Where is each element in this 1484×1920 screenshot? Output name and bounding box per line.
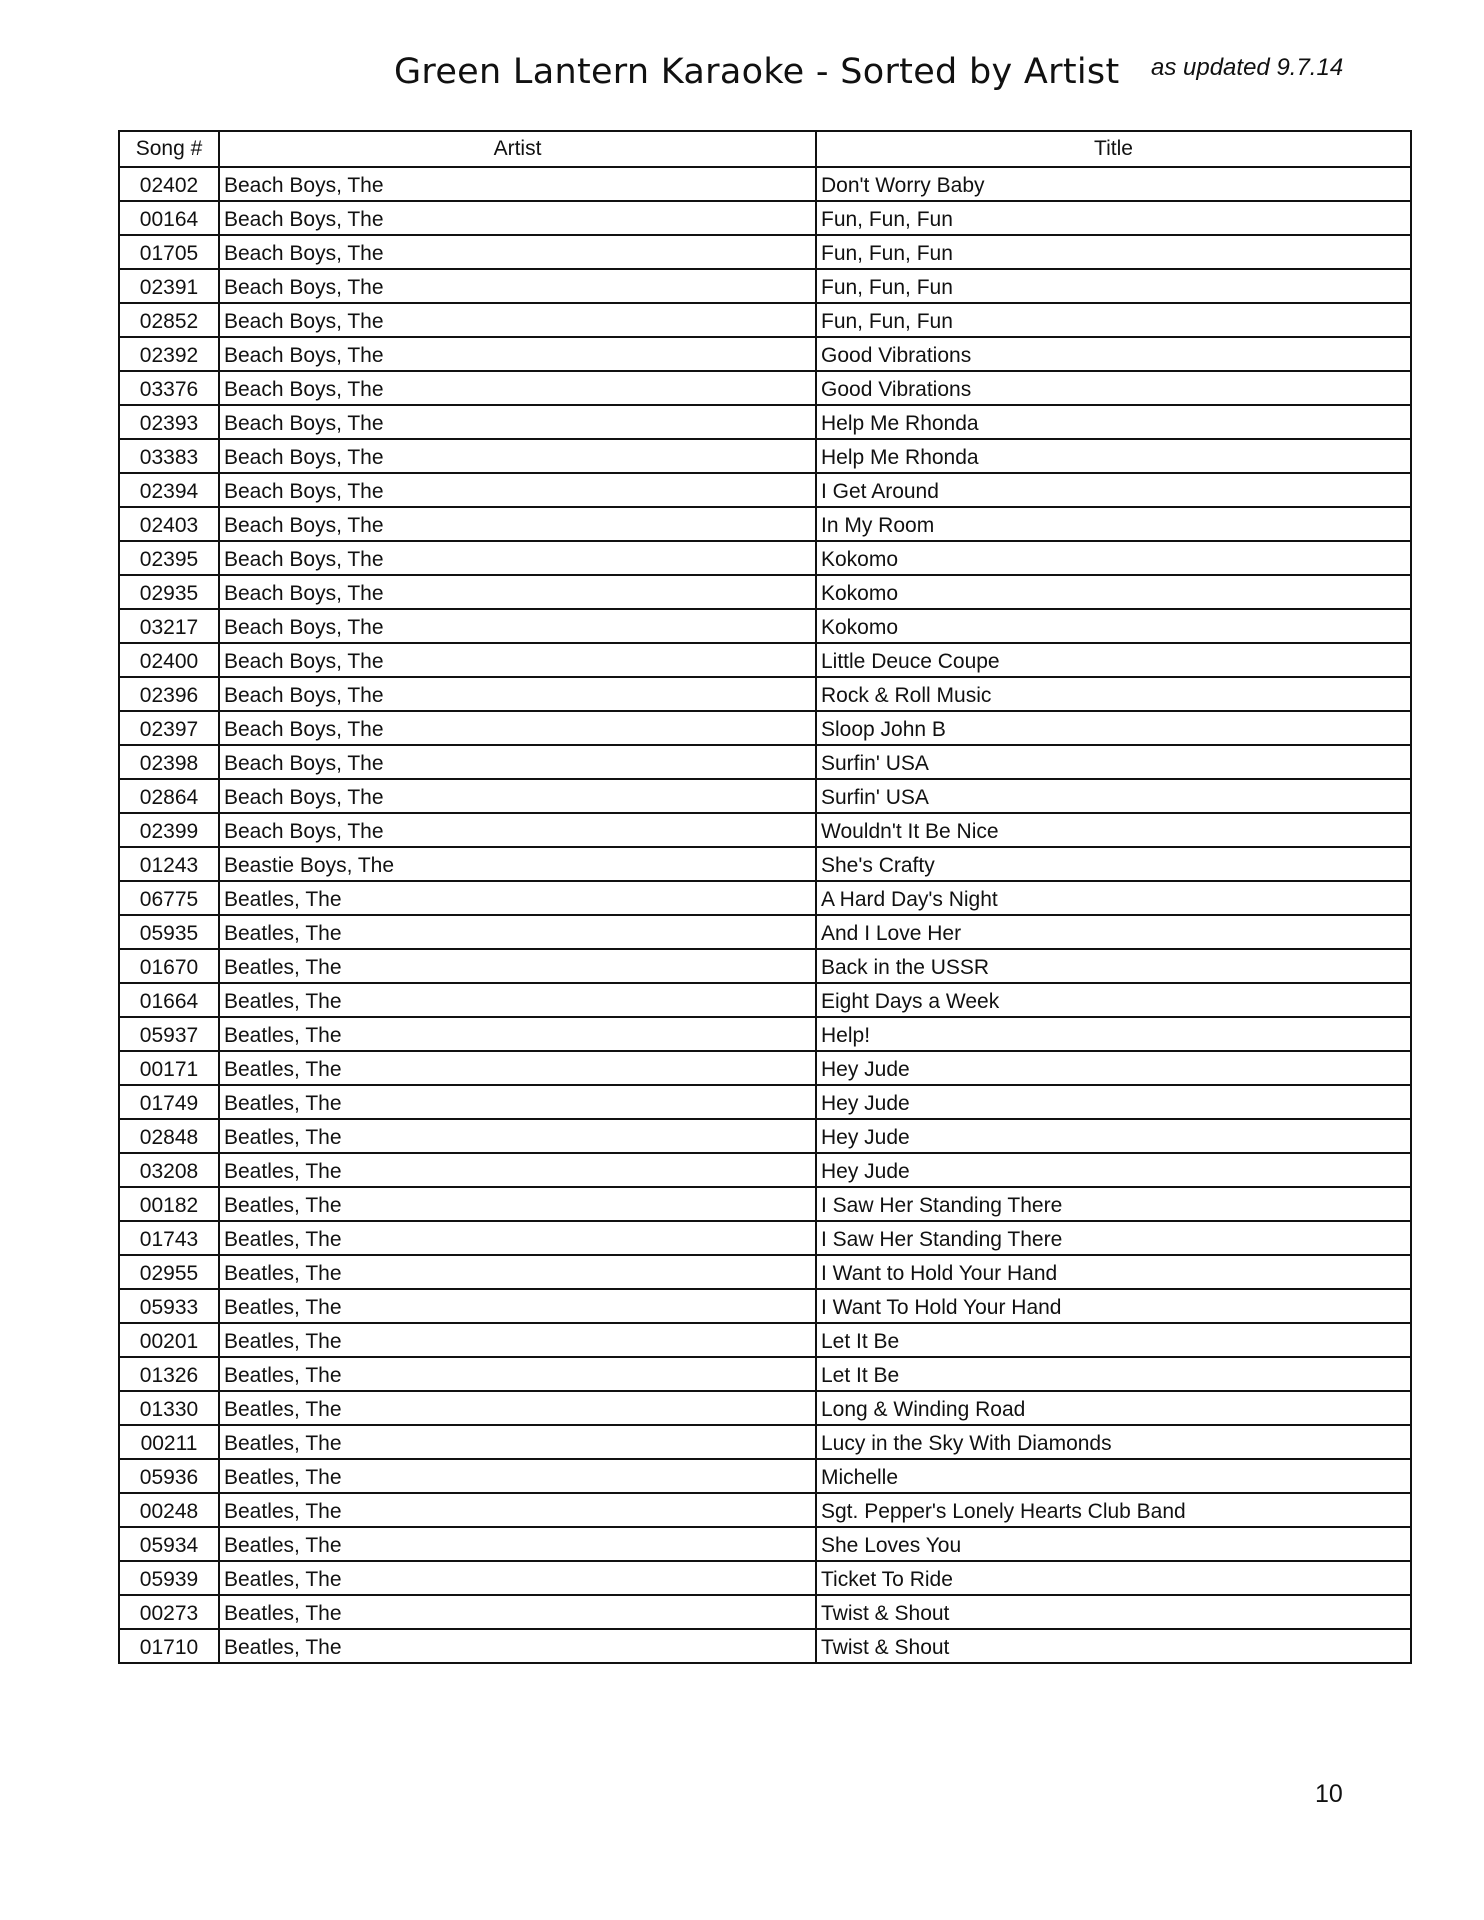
cell-title: Fun, Fun, Fun [816,201,1411,235]
cell-artist: Beatles, The [219,1459,816,1493]
cell-song-number: 05933 [119,1289,219,1323]
cell-title: Back in the USSR [816,949,1411,983]
table-row [119,541,1411,575]
cell-song-number: 05934 [119,1527,219,1561]
cell-title: Help! [816,1017,1411,1051]
cell-artist: Beatles, The [219,1221,816,1255]
table-row [119,371,1411,405]
cell-title: In My Room [816,507,1411,541]
table-row [119,983,1411,1017]
cell-title: Good Vibrations [816,337,1411,371]
cell-song-number: 03217 [119,609,219,643]
cell-song-number: 00211 [119,1425,219,1459]
cell-title: Eight Days a Week [816,983,1411,1017]
cell-title: Help Me Rhonda [816,439,1411,473]
table-row [119,1459,1411,1493]
cell-song-number: 01670 [119,949,219,983]
table-row [119,1153,1411,1187]
cell-song-number: 05936 [119,1459,219,1493]
cell-title: Fun, Fun, Fun [816,235,1411,269]
cell-title: Little Deuce Coupe [816,643,1411,677]
cell-title: Long & Winding Road [816,1391,1411,1425]
cell-song-number: 02955 [119,1255,219,1289]
cell-song-number: 02864 [119,779,219,813]
cell-song-number: 02391 [119,269,219,303]
cell-artist: Beach Boys, The [219,371,816,405]
cell-title: Surfin' USA [816,745,1411,779]
cell-title: Fun, Fun, Fun [816,303,1411,337]
cell-artist: Beatles, The [219,1289,816,1323]
cell-title: Sloop John B [816,711,1411,745]
cell-artist: Beach Boys, The [219,473,816,507]
cell-song-number: 05937 [119,1017,219,1051]
cell-song-number: 06775 [119,881,219,915]
table-row [119,303,1411,337]
cell-artist: Beatles, The [219,1255,816,1289]
table-row [119,1629,1411,1663]
cell-artist: Beatles, The [219,1017,816,1051]
table-row [119,677,1411,711]
cell-song-number: 02392 [119,337,219,371]
cell-artist: Beatles, The [219,915,816,949]
table-row [119,235,1411,269]
cell-artist: Beatles, The [219,1493,816,1527]
table-row [119,881,1411,915]
table-row [119,1391,1411,1425]
cell-song-number: 02935 [119,575,219,609]
cell-artist: Beatles, The [219,983,816,1017]
table-row [119,1493,1411,1527]
table-row [119,1561,1411,1595]
cell-artist: Beach Boys, The [219,779,816,813]
cell-artist: Beatles, The [219,1187,816,1221]
cell-artist: Beach Boys, The [219,813,816,847]
table-row [119,201,1411,235]
table-row [119,269,1411,303]
cell-artist: Beach Boys, The [219,575,816,609]
table-row [119,439,1411,473]
table-row [119,1051,1411,1085]
cell-title: Sgt. Pepper's Lonely Hearts Club Band [816,1493,1411,1527]
table-row [119,779,1411,813]
cell-title: Good Vibrations [816,371,1411,405]
cell-song-number: 05939 [119,1561,219,1595]
cell-artist: Beatles, The [219,1595,816,1629]
table-row [119,405,1411,439]
cell-artist: Beach Boys, The [219,269,816,303]
cell-title: I Get Around [816,473,1411,507]
table-row [119,643,1411,677]
cell-title: Michelle [816,1459,1411,1493]
song-table [118,130,1412,1664]
cell-title: Kokomo [816,575,1411,609]
cell-artist: Beach Boys, The [219,167,816,201]
table-row [119,1119,1411,1153]
cell-artist: Beatles, The [219,1527,816,1561]
cell-song-number: 00164 [119,201,219,235]
cell-artist: Beatles, The [219,1629,816,1663]
cell-artist: Beatles, The [219,1391,816,1425]
cell-title: Twist & Shout [816,1629,1411,1663]
cell-song-number: 02399 [119,813,219,847]
table-row [119,915,1411,949]
column-header-title: Title [816,131,1411,167]
table-row [119,473,1411,507]
table-row [119,1289,1411,1323]
cell-song-number: 02852 [119,303,219,337]
table-row [119,711,1411,745]
cell-title: Twist & Shout [816,1595,1411,1629]
table-row [119,813,1411,847]
cell-song-number: 00248 [119,1493,219,1527]
cell-title: I Want To Hold Your Hand [816,1289,1411,1323]
table-row [119,949,1411,983]
table-row [119,1187,1411,1221]
cell-title: Help Me Rhonda [816,405,1411,439]
cell-title: I Saw Her Standing There [816,1187,1411,1221]
cell-song-number: 01326 [119,1357,219,1391]
cell-title: Hey Jude [816,1085,1411,1119]
cell-song-number: 01749 [119,1085,219,1119]
cell-song-number: 01330 [119,1391,219,1425]
cell-artist: Beatles, The [219,1561,816,1595]
table-row [119,575,1411,609]
cell-song-number: 01710 [119,1629,219,1663]
cell-title: Let It Be [816,1323,1411,1357]
cell-title: Kokomo [816,541,1411,575]
table-row [119,1425,1411,1459]
cell-title: Fun, Fun, Fun [816,269,1411,303]
cell-song-number: 03383 [119,439,219,473]
table-row [119,1085,1411,1119]
cell-artist: Beatles, The [219,1425,816,1459]
table-header-row [119,131,1411,167]
column-header-song-number: Song # [119,131,219,167]
cell-song-number: 00273 [119,1595,219,1629]
cell-artist: Beach Boys, The [219,609,816,643]
cell-song-number: 00182 [119,1187,219,1221]
cell-title: Kokomo [816,609,1411,643]
cell-artist: Beatles, The [219,1323,816,1357]
table-row [119,609,1411,643]
cell-title: And I Love Her [816,915,1411,949]
cell-artist: Beach Boys, The [219,541,816,575]
cell-title: Rock & Roll Music [816,677,1411,711]
cell-artist: Beach Boys, The [219,677,816,711]
cell-song-number: 02848 [119,1119,219,1153]
cell-artist: Beach Boys, The [219,201,816,235]
cell-artist: Beatles, The [219,1119,816,1153]
cell-title: She's Crafty [816,847,1411,881]
cell-title: Wouldn't It Be Nice [816,813,1411,847]
table-row [119,745,1411,779]
cell-artist: Beatles, The [219,949,816,983]
cell-artist: Beastie Boys, The [219,847,816,881]
table-row [119,167,1411,201]
table-row [119,507,1411,541]
cell-song-number: 01705 [119,235,219,269]
cell-song-number: 02403 [119,507,219,541]
cell-song-number: 01664 [119,983,219,1017]
table-row [119,1255,1411,1289]
cell-artist: Beach Boys, The [219,303,816,337]
cell-artist: Beatles, The [219,881,816,915]
cell-title: Hey Jude [816,1051,1411,1085]
table-row [119,1323,1411,1357]
cell-artist: Beach Boys, The [219,507,816,541]
cell-title: Hey Jude [816,1119,1411,1153]
cell-song-number: 02400 [119,643,219,677]
cell-title: Ticket To Ride [816,1561,1411,1595]
cell-title: Surfin' USA [816,779,1411,813]
cell-title: I Saw Her Standing There [816,1221,1411,1255]
cell-artist: Beach Boys, The [219,745,816,779]
cell-artist: Beach Boys, The [219,405,816,439]
table-row [119,1595,1411,1629]
cell-song-number: 03208 [119,1153,219,1187]
table-row [119,1221,1411,1255]
cell-artist: Beach Boys, The [219,337,816,371]
cell-title: She Loves You [816,1527,1411,1561]
cell-song-number: 02396 [119,677,219,711]
cell-artist: Beatles, The [219,1153,816,1187]
cell-song-number: 00201 [119,1323,219,1357]
table-body [119,167,1411,1663]
cell-song-number: 02398 [119,745,219,779]
cell-artist: Beach Boys, The [219,439,816,473]
column-header-artist: Artist [219,131,816,167]
cell-song-number: 03376 [119,371,219,405]
cell-artist: Beach Boys, The [219,235,816,269]
updated-note: as updated 9.7.14 [1151,54,1344,81]
table-row [119,1017,1411,1051]
cell-title: Don't Worry Baby [816,167,1411,201]
cell-artist: Beach Boys, The [219,643,816,677]
page-number: 10 [1315,1780,1343,1808]
cell-song-number: 02402 [119,167,219,201]
cell-artist: Beatles, The [219,1051,816,1085]
table-row [119,847,1411,881]
table-row [119,1527,1411,1561]
cell-title: Hey Jude [816,1153,1411,1187]
cell-song-number: 02394 [119,473,219,507]
cell-artist: Beach Boys, The [219,711,816,745]
cell-title: A Hard Day's Night [816,881,1411,915]
table-row [119,337,1411,371]
cell-artist: Beatles, The [219,1357,816,1391]
cell-song-number: 01243 [119,847,219,881]
cell-song-number: 00171 [119,1051,219,1085]
page-title: Green Lantern Karaoke - Sorted by Artist [394,52,1120,92]
cell-song-number: 02395 [119,541,219,575]
cell-title: Lucy in the Sky With Diamonds [816,1425,1411,1459]
cell-song-number: 01743 [119,1221,219,1255]
cell-title: Let It Be [816,1357,1411,1391]
cell-song-number: 05935 [119,915,219,949]
table-row [119,1357,1411,1391]
cell-song-number: 02393 [119,405,219,439]
cell-title: I Want to Hold Your Hand [816,1255,1411,1289]
cell-song-number: 02397 [119,711,219,745]
cell-artist: Beatles, The [219,1085,816,1119]
